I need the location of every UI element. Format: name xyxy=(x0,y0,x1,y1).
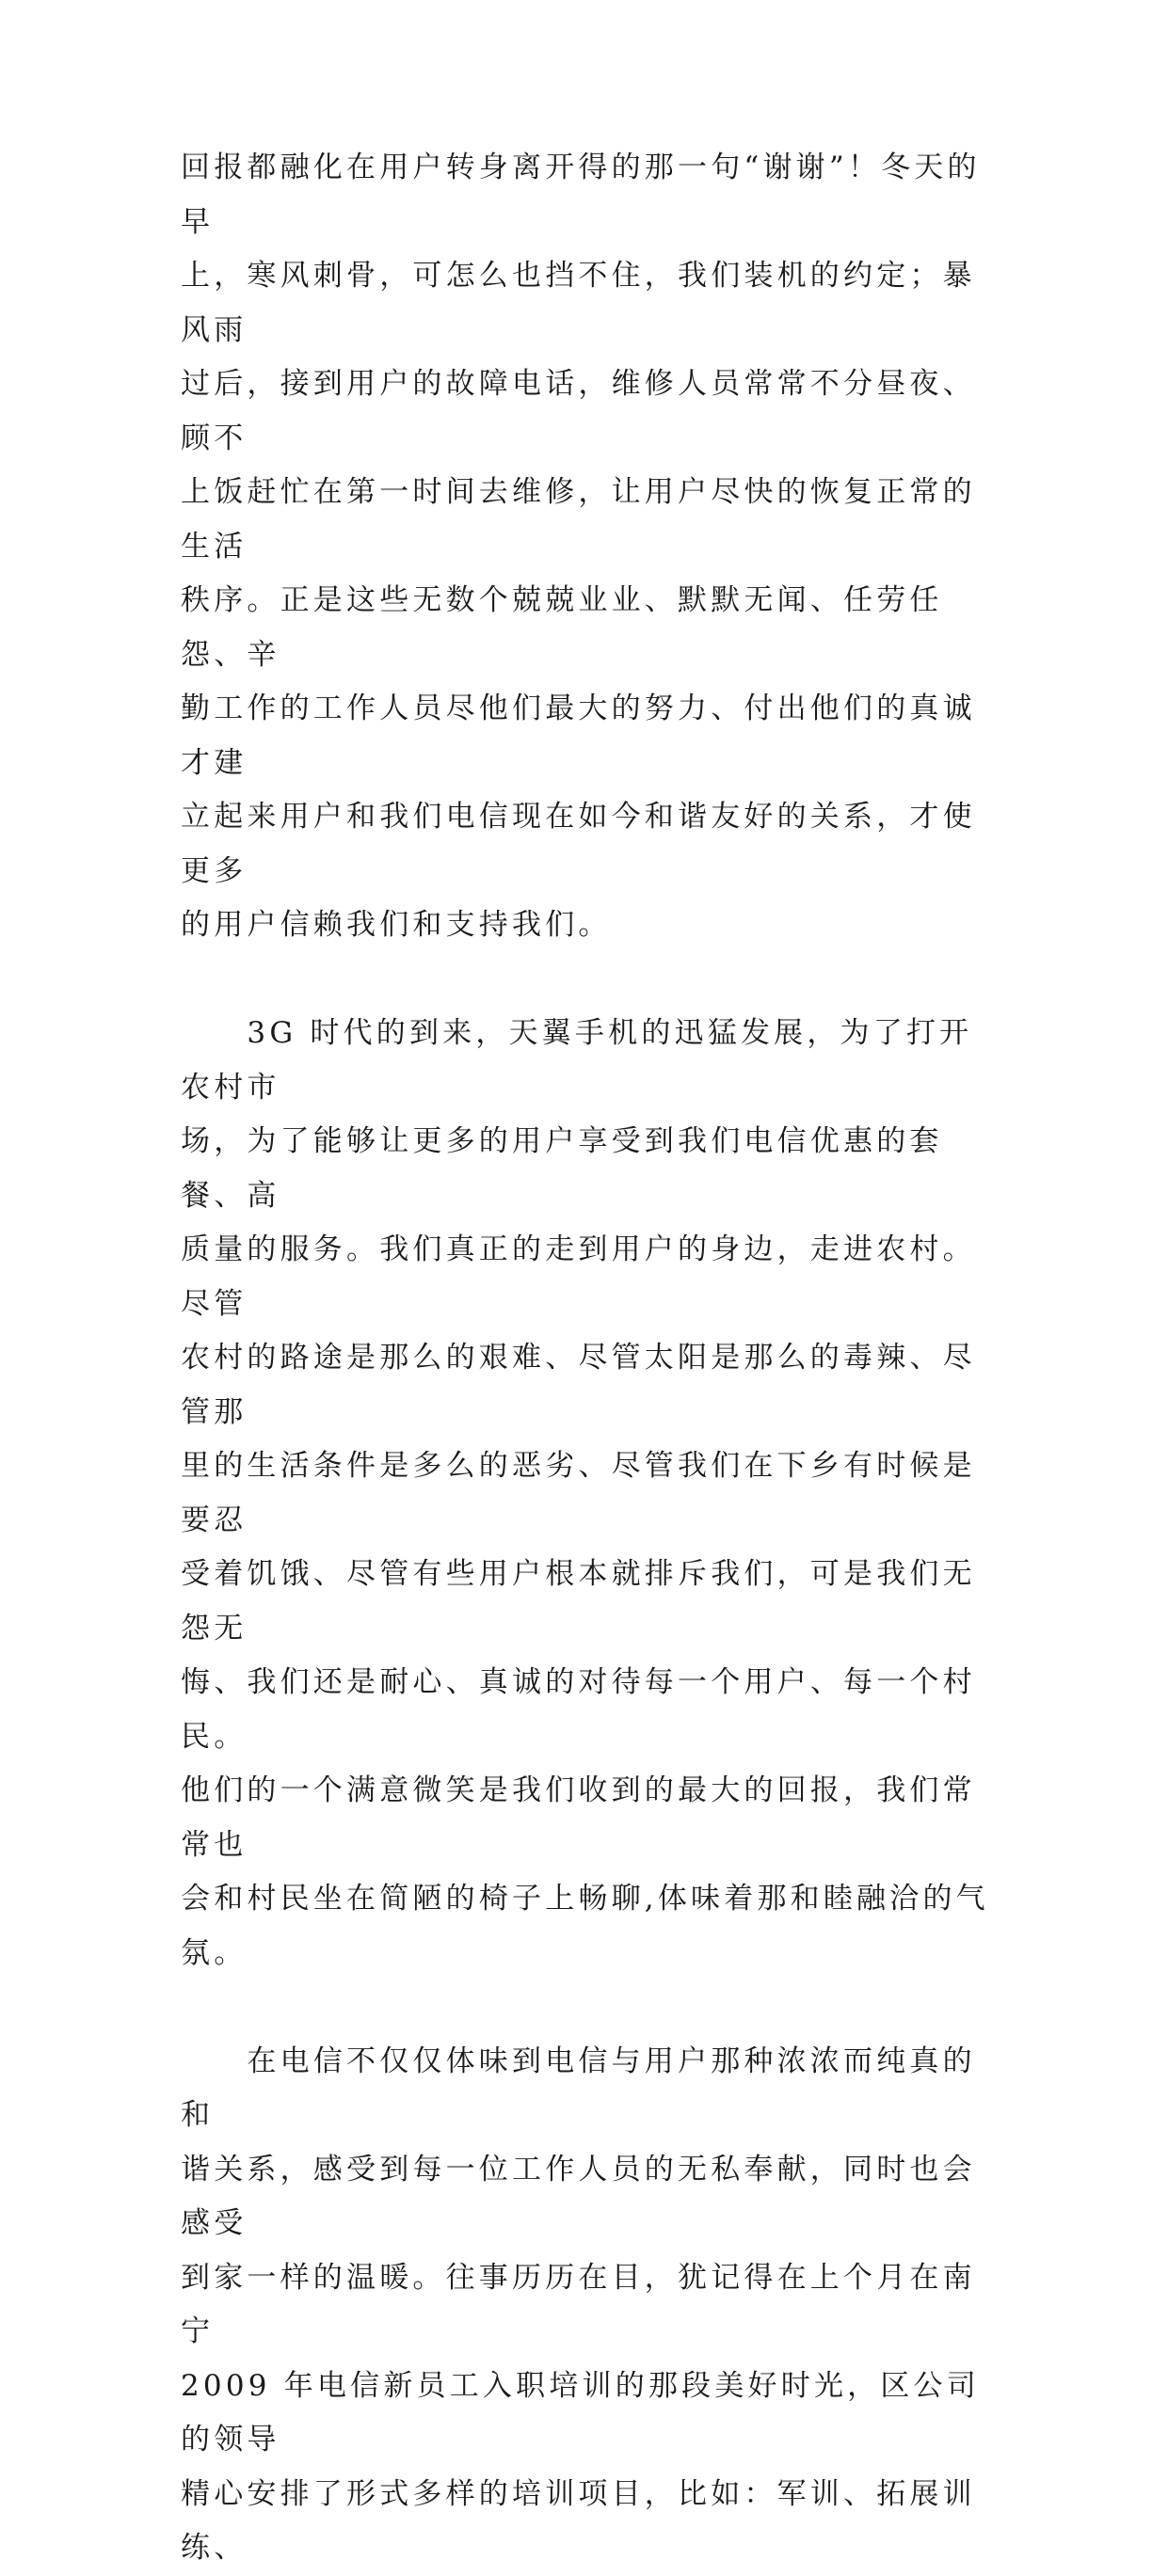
document-body xyxy=(181,141,990,2576)
paragraph-1: 回报都融化在用户转身离开得的那一句“谢谢”！冬天的早 上，寒风刺骨，可怎么也挡不住，我们装机的约定；暴风雨 过后，接到用户的故障电话，维修人员常常不分昼夜、顾不 上饭赶忙在第一时间去维修，让用户尽快的恢复正常的生活 秩序。正是这些无数个兢兢业业、默默无闻、任劳任怨、辛 勤工作的工作人员尽他们最大的努力、付出他们的真诚才建 立起来用户和我们电信现在如今和谐友好的关系，才使更多 的用户信赖我们和支持我们。 xyxy=(181,151,981,942)
paragraph-3: 在电信不仅仅体味到电信与用户那种浓浓而纯真的和 谐关系，感受到每一位工作人员的无私奉献，同时也会感受 到家一样的温暖。往事历历在目，犹记得在上个月在南宁 2009 年电信新员工入职培训的那段美好时光，区公司的领导 精心安排了形式多样的培训项目，比如：军训、拓展训练、 xyxy=(181,2043,980,2565)
paragraph-2: 3G 时代的到来，天翼手机的迅猛发展，为了打开农村市 场，为了能够让更多的用户享受到我们电信优惠的套餐、高 质量的服务。我们真正的走到用户的身边，走进农村。尽管 农村的路途是那么的艰难、尽管太阳是那么的毒辣、尽管那 里的生活条件是多么的恶劣、尽管我们在下乡有时候是要忍 受着饥饿、尽管有些用户根本就排斥我们，可是我们无怨无 悔、我们还是耐心、真诚的对待每一个用户、每一个村民。 他们的一个满意微笑是我们收到的最大的回报，我们常常也 会和村民坐在简陋的椅子上畅聊,体味着那和睦融洽的气氛。 xyxy=(181,1016,989,1970)
